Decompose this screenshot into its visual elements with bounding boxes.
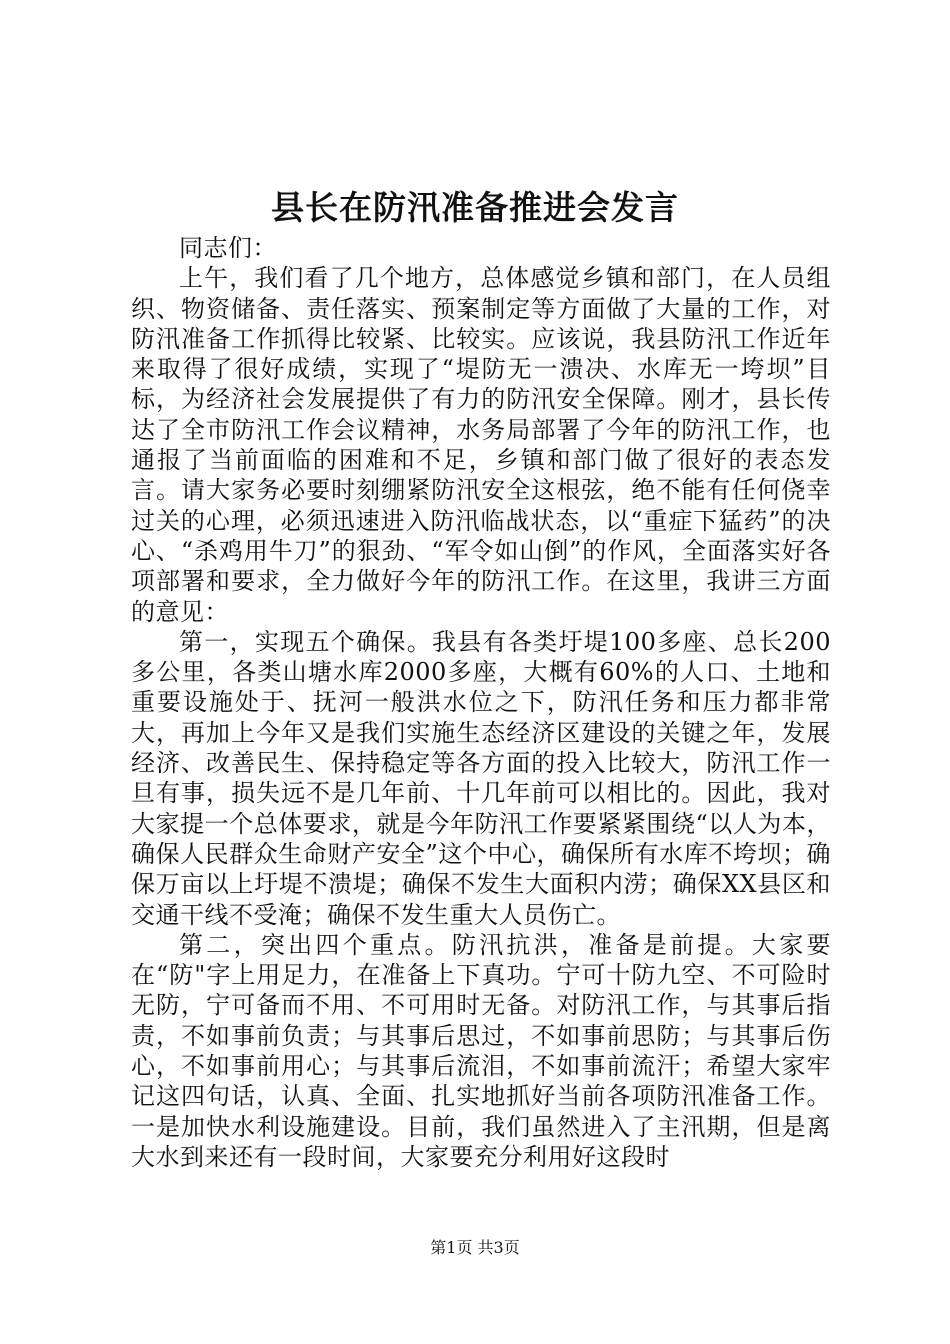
- intro-paragraph: 上午，我们看了几个地方，总体感觉乡镇和部门，在人员组织、物资储备、责任落实、预案制定等方面做了大量的工作，对防汛准备工作抓得比较紧、比较实。应该说，我县防汛工作近年来取得了很好成绩，实现了“堤防无一溃决、水库无一垮坝”目标，为经济社会发展提供了有力的防汛安全保障。刚才，县长传达了全市防汛工作会议精神，水务局部署了今年的防汛工作，也通报了当前面临的困难和不足，乡镇和部门做了很好的表态发言。请大家务必要时刻绷紧防汛安全这根弦，绝不能有任何侥幸过关的心理，必须迅速进入防汛临战状态，以“重症下猛药”的决心、“杀鸡用牛刀”的狠劲、“军令如山倒”的作风，全面落实好各项部署和要求，全力做好今年的防汛工作。在这里，我讲三方面的意见：: [131, 264, 831, 626]
- document-body: [131, 233, 831, 1172]
- section-one-paragraph: 第一，实现五个确保。我县有各类圩堤100多座、总长200多公里，各类山塘水库2000多座，大概有60%的人口、土地和重要设施处于、抚河一般洪水位之下，防汛任务和压力都非常大，再加上今年又是我们实施生态经济区建设的关键之年，发展经济、改善民生、保持稳定等各方面的投入比较大，防汛工作一旦有事，损失远不是几年前、十几年前可以相比的。因此，我对大家提一个总体要求，就是今年防汛工作要紧紧围绕“以人为本，确保人民群众生命财产安全”这个中心，确保所有水库不垮坝；确保万亩以上圩堤不溃堤；确保不发生大面积内涝；确保XX县区和交通干线不受淹；确保不发生重大人员伤亡。: [131, 627, 831, 929]
- salutation-paragraph: 同志们：: [179, 234, 277, 262]
- document-title: 县长在防汛准备推进会发言: [271, 188, 679, 227]
- section-two-paragraph: 第二，突出四个重点。防汛抗洪，准备是前提。大家要在“防"字上用足力，在准备上下真功。宁可十防九空、不可险时无防，宁可备而不用、不可用时无备。对防汛工作，与其事后指责，不如事前负责；与其事后思过，不如事前思防；与其事后伤心，不如事前用心；与其事后流泪，不如事前流汗；希望大家牢记这四句话，认真、全面、扎实地抓好当前各项防汛准备工作。一是加快水利设施建设。目前，我们虽然进入了主汛期，但是离大水到来还有一段时间，大家要充分利用好这段时: [131, 930, 831, 1171]
- page-number-footer: 第1页 共3页: [430, 1238, 520, 1257]
